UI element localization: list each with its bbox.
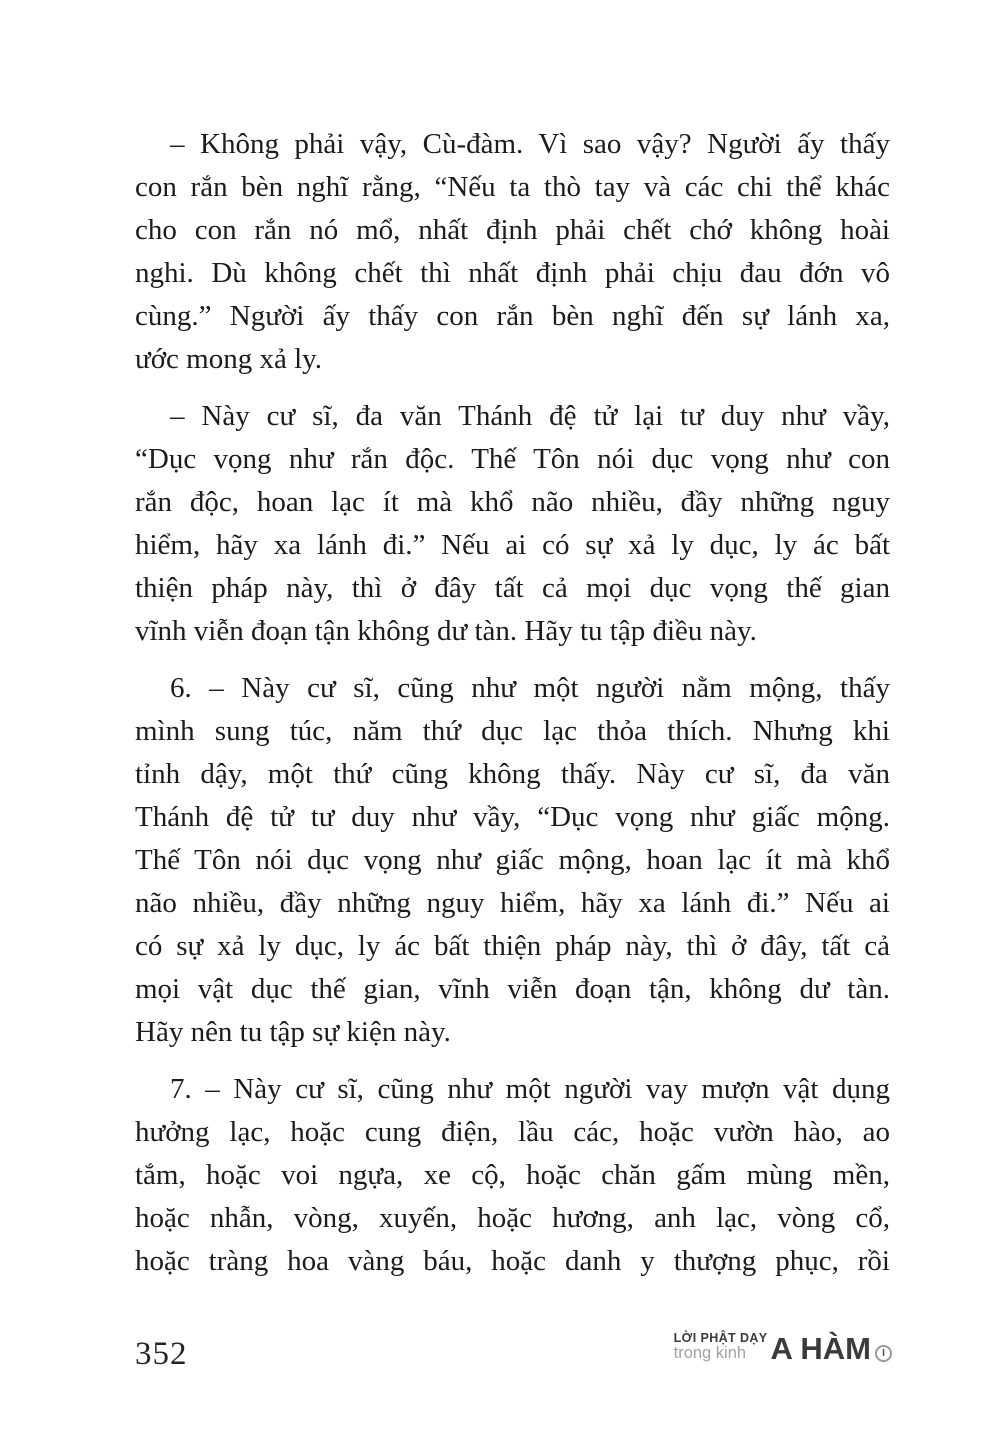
text-line: thiện pháp này, thì ở đây tất cả mọi dục vọng thế gian: [135, 572, 890, 604]
text-line: tắm, hoặc voi ngựa, xe cộ, hoặc chăn gấm mùng mền,: [135, 1159, 890, 1191]
text-line: mình sung túc, năm thứ dục lạc thỏa thích. Nhưng khi: [135, 715, 890, 747]
text-block: [135, 123, 890, 1297]
text-line: hoặc nhẫn, vòng, xuyến, hoặc hương, anh lạc, vòng cổ,: [135, 1202, 890, 1234]
text-line: – Này cư sĩ, đa văn Thánh đệ tử lại tư duy như vầy,: [170, 400, 890, 432]
text-line: mọi vật dục thế gian, vĩnh viễn đoạn tận, không dư tàn.: [135, 973, 890, 1005]
text-line: có sự xả ly dục, ly ác bất thiện pháp này, thì ở đây, tất cả: [135, 930, 890, 962]
brand-tagline-top: LỜI PHẬT DẠY: [673, 1331, 768, 1345]
text-line: – Không phải vậy, Cù-đàm. Vì sao vậy? Người ấy thấy: [170, 128, 890, 160]
brand-taglines: [674, 1332, 768, 1364]
paragraph: [135, 1068, 890, 1283]
text-line: vĩnh viễn đoạn tận không dư tàn. Hãy tu tập điều này.: [135, 615, 757, 647]
text-line: ước mong xả ly.: [135, 343, 323, 375]
text-line: hiểm, hãy xa lánh đi.” Nếu ai có sự xả ly dục, ly ác bất: [135, 529, 890, 561]
page-number: 352: [135, 1336, 188, 1372]
text-line: cho con rắn nó mổ, nhất định phải chết chớ không hoài: [135, 214, 890, 246]
paragraph: [135, 395, 890, 653]
volume-one-icon: I: [875, 1345, 892, 1362]
text-line: con rắn bèn nghĩ rằng, “Nếu ta thò tay và các chi thể khác: [135, 171, 890, 203]
text-line: “Dục vọng như rắn độc. Thế Tôn nói dục vọng như con: [135, 443, 890, 475]
text-line: 6. – Này cư sĩ, cũng như một người nằm mộng, thấy: [170, 672, 890, 704]
paragraph: [135, 123, 890, 381]
text-line: rắn độc, hoan lạc ít mà khổ não nhiều, đầy những nguy: [135, 486, 890, 518]
text-line: cùng.” Người ấy thấy con rắn bèn nghĩ đến sự lánh xa,: [135, 300, 890, 332]
text-line: 7. – Này cư sĩ, cũng như một người vay mượn vật dụng: [170, 1073, 890, 1105]
paragraph: [135, 667, 890, 1054]
brand-tagline-bottom: trong kinh: [673, 1344, 747, 1362]
text-line: nghi. Dù không chết thì nhất định phải chịu đau đớn vô: [135, 257, 890, 289]
text-line: hưởng lạc, hoặc cung điện, lầu các, hoặc vườn hào, ao: [135, 1116, 890, 1148]
brand-logo: [674, 1332, 892, 1364]
text-line: Thế Tôn nói dục vọng như giấc mộng, hoan lạc ít mà khổ: [135, 844, 890, 876]
page-footer: [0, 1330, 1000, 1390]
text-line: Hãy nên tu tập sự kiện này.: [135, 1016, 451, 1048]
text-line: hoặc tràng hoa vàng báu, hoặc danh y thượng phục, rồi: [135, 1245, 890, 1277]
text-line: não nhiều, đầy những nguy hiểm, hãy xa lánh đi.” Nếu ai: [135, 887, 890, 919]
brand-title: A HÀM: [770, 1331, 871, 1366]
text-line: tỉnh dậy, một thứ cũng không thấy. Này cư sĩ, đa văn: [135, 758, 890, 790]
text-line: Thánh đệ tử tư duy như vầy, “Dục vọng như giấc mộng.: [135, 801, 890, 833]
